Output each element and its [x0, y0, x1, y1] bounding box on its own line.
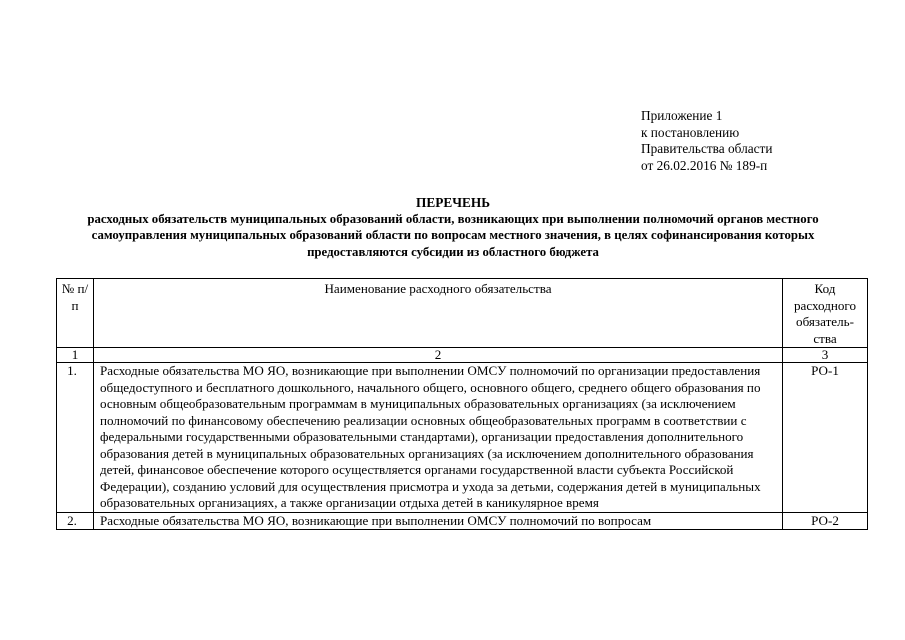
appendix-block — [641, 108, 772, 174]
header-name: Наименование расходного обязательства — [94, 279, 783, 348]
appendix-line-1: Приложение 1 — [641, 108, 723, 123]
appendix-line-2: к постановлению — [641, 124, 740, 140]
title-block — [40, 195, 866, 260]
table-row — [57, 512, 868, 530]
row-code: РО-1 — [783, 363, 868, 513]
table-row — [57, 363, 868, 513]
row-number: 2. — [57, 512, 94, 530]
row-name: Расходные обязательства МО ЯО, возникающие при выполнении ОМСУ полномочий по организации предоставления общедоступного и бесплатного дошкольного, начального общего, основного общего, среднего общего образования по основным общеобразовательным программам в муниципальных образовательных организациях (за исключением полномочий по финансовому обеспечению реализации основных общеобразовательных программ в соответствии с федеральными государственными образовательными стандартами), организации предоставления дополнительного образования детей в муниципальных образовательных организациях (за исключением дополнительного образования детей, финансовое обеспечение которого осуществляется органами государственной власти субъекта Российской Федерации), созданию условий для осуществления присмотра и ухода за детьми, содержания детей в муниципальных образовательных организациях, а также организации отдыха детей в каникулярное время — [94, 363, 783, 513]
document-subtitle: расходных обязательств муниципальных образований области, возникающих при выполнении полномочий органов местного самоуправления муниципальных образований области по вопросам местного значения, в целях софинансирования которых предоставляются субсидии из областного бюджета — [87, 212, 819, 259]
row-name: Расходные обязательства МО ЯО, возникающие при выполнении ОМСУ полномочий по вопросам — [94, 512, 783, 530]
appendix-line-3: Правительства области — [641, 141, 773, 157]
appendix-line-4: от 26.02.2016 № 189-п — [641, 157, 768, 173]
header-num: № п/п — [57, 279, 94, 348]
document-title: ПЕРЕЧЕНЬ — [416, 195, 490, 210]
column-number-3: 3 — [783, 348, 868, 363]
header-code: Код расходного обязатель-ства — [783, 279, 868, 348]
obligations-table — [56, 278, 868, 530]
table-header-row — [57, 279, 868, 348]
row-number: 1. — [57, 363, 94, 513]
column-numbers-row — [57, 348, 868, 363]
column-number-1: 1 — [57, 348, 94, 363]
row-code: РО-2 — [783, 512, 868, 530]
column-number-2: 2 — [94, 348, 783, 363]
